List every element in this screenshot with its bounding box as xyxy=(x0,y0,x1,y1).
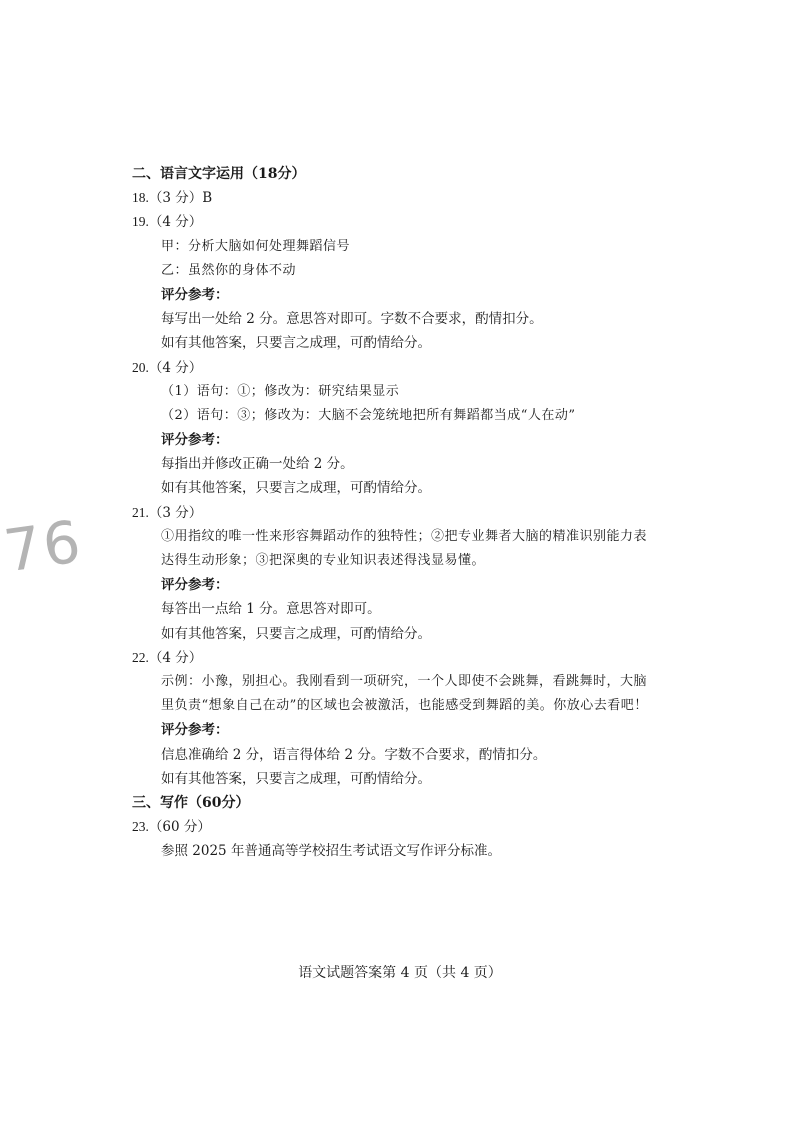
q23-number: 23. xyxy=(132,819,149,835)
watermark: 76 xyxy=(0,507,87,586)
q21-number: 21. xyxy=(132,504,149,520)
page-footer: 语文试题答案第 4 页（共 4 页） xyxy=(298,965,502,981)
section-2-title: 二、语言文字运用（18分） xyxy=(132,166,306,182)
q21-scoring-ref: 评分参考： xyxy=(161,577,229,594)
q21-answer-line-2: 达得生动形象；③把深奥的专业知识表述得浅显易懂。 xyxy=(161,553,486,568)
q22-rule-2: 如有其他答案，只要言之成理，可酌情给分。 xyxy=(161,770,431,787)
q23-header xyxy=(132,815,692,839)
q20-score: （4 分） xyxy=(148,359,203,376)
q20-number: 20. xyxy=(132,359,149,375)
q23-score: （60 分） xyxy=(148,819,211,836)
q20-rule-2: 如有其他答案，只要言之成理，可酌情给分。 xyxy=(161,480,431,497)
q19-header xyxy=(132,210,692,234)
q21-rule-1: 每答出一点给 1 分。意思答对即可。 xyxy=(161,601,381,618)
q19-rule-1: 每写出一处给 2 分。意思答对即可。字数不合要求，酌情扣分。 xyxy=(161,311,543,328)
q20-rule-1: 每指出并修改正确一处给 2 分。 xyxy=(161,456,354,473)
q22-scoring-ref: 评分参考： xyxy=(161,722,229,739)
q22-answer-line-1: 示例：小豫，别担心。我刚看到一项研究，一个人即使不会跳舞，看跳舞时，大脑 xyxy=(161,673,648,689)
q22-number: 22. xyxy=(132,649,149,665)
q19-scoring-ref: 评分参考： xyxy=(161,286,229,303)
q21-rule-2: 如有其他答案，只要言之成理，可酌情给分。 xyxy=(161,625,431,642)
q18-number: 18. xyxy=(132,190,149,206)
q22-rule-1: 信息准确给 2 分，语言得体给 2 分。字数不合要求，酌情扣分。 xyxy=(161,746,547,763)
q22-answer-line-2: 里负责“想象自己在动”的区域也会被激活，也能感受到舞蹈的美。你放心去看吧！ xyxy=(161,698,648,714)
q19-rule-2: 如有其他答案，只要言之成理，可酌情给分。 xyxy=(161,335,431,352)
q19-score: （4 分） xyxy=(148,214,203,231)
q20-answer-b: （2）语句：③；修改为：大脑不会笼统地把所有舞蹈都当成“人在动” xyxy=(161,407,576,423)
q21-score: （3 分） xyxy=(148,504,203,521)
q20-header xyxy=(132,356,692,380)
q18-answer: （3 分）B xyxy=(148,190,213,207)
q19-answer-a: 甲：分析大脑如何处理舞蹈信号 xyxy=(161,238,351,254)
q19-answer-b: 乙：虽然你的身体不动 xyxy=(161,262,297,278)
q22-header xyxy=(132,646,692,670)
q21-header xyxy=(132,501,692,525)
q20-scoring-ref: 评分参考： xyxy=(161,432,229,449)
q19-number: 19. xyxy=(132,214,149,230)
answer-content xyxy=(132,162,692,863)
q18 xyxy=(132,186,692,210)
q20-answer-a: （1）语句：①；修改为：研究结果显示 xyxy=(161,383,400,399)
q21-answer-line-1: ①用指纹的唯一性来形容舞蹈动作的独特性；②把专业舞者大脑的精准识别能力表 xyxy=(161,528,648,544)
q23-answer: 参照 2025 年普通高等学校招生考试语文写作评分标准。 xyxy=(161,843,501,860)
section-3-title: 三、写作（60分） xyxy=(132,794,250,811)
q22-score: （4 分） xyxy=(148,649,203,666)
